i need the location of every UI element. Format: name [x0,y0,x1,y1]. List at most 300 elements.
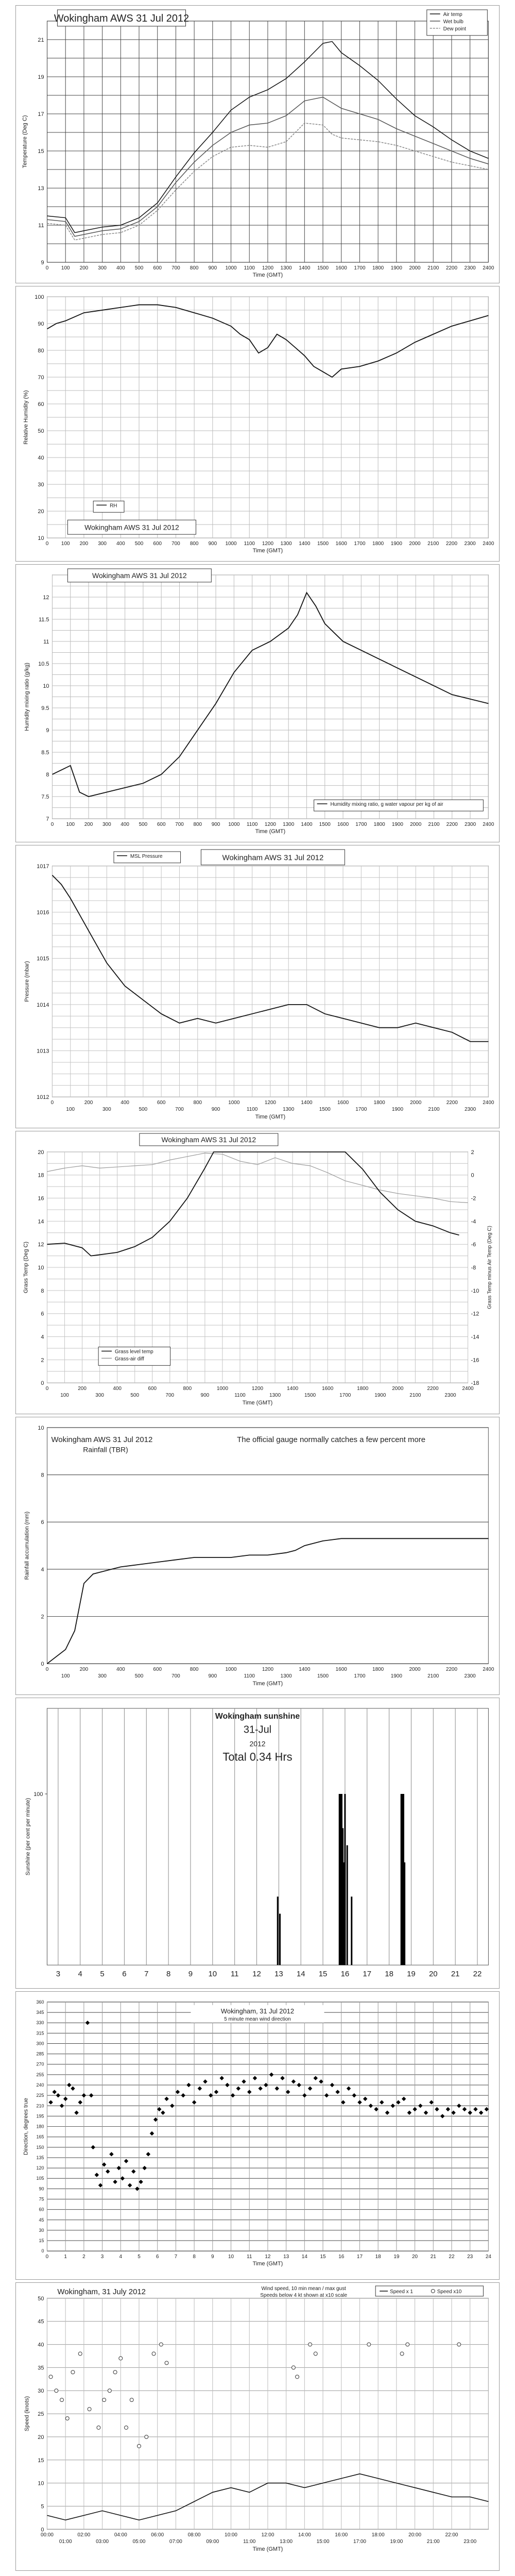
speed-x10-point [152,2352,156,2355]
chart-title: Wokingham, 31 July 2012 [57,2287,146,2296]
y-tick-label: 270 [36,2061,44,2067]
chart-note: Speeds below 4 kt shown at x10 scale [260,2292,348,2298]
x-tick-label: 1200 [262,265,274,272]
y-tick-label: 9.5 [41,705,49,712]
y-tick-label: 19 [38,74,44,80]
y-right-tick-label: -10 [471,1287,479,1294]
x-tick-label: 600 [148,1386,157,1392]
x-tick-label: 900 [200,1393,210,1399]
x-tick-label: 1300 [280,1673,292,1680]
y-axis-label: Temperature (Deg C) [22,115,28,168]
speed-x10-point [159,2343,163,2346]
x-tick-label: 6 [156,2254,159,2260]
speed-x10-point [314,2352,317,2355]
x-tick-label: 100 [66,822,75,828]
x-tick-label: 2100 [409,1393,421,1399]
x-tick-label: 13:00 [280,2539,293,2545]
legend-entry: Speed x 1 [390,2289,413,2295]
y-tick-label: 4 [41,1566,44,1573]
y-tick-label: 100 [33,1791,43,1798]
speed-x10-point [291,2366,295,2369]
x-tick-label: 20:00 [408,2532,422,2538]
x-tick-label: 19 [407,1970,416,1979]
y-tick-label: 18 [38,1172,44,1179]
x-tick-label: 22:00 [445,2532,458,2538]
x-tick-label: 1500 [317,1673,329,1680]
y-tick-label: 1012 [37,1094,49,1101]
y-tick-label: 10 [38,1425,44,1431]
x-tick-label: 200 [79,1667,89,1673]
x-tick-label: 2 [82,2254,85,2260]
y-tick-label: 210 [36,2103,44,2109]
x-tick-label: 17:00 [353,2539,366,2545]
legend-entry: Dew point [443,26,466,32]
chart-subtitle: 5 minute mean wind direction [224,2016,291,2022]
y-tick-label: 60 [39,2207,44,2212]
x-tick-label: 1400 [301,1100,313,1106]
y-tick-label: 11 [43,638,49,645]
x-tick-label: 300 [98,541,107,547]
speed-x10-point [108,2389,111,2393]
x-tick-label: 0 [50,1100,54,1106]
x-tick-label: 2000 [409,265,421,272]
y-tick-label: 4 [41,1334,44,1341]
y-right-tick-label: 0 [471,1172,474,1179]
x-tick-label: 400 [116,1667,125,1673]
legend-entry: Humidity mixing ratio, g water vapour per kg of air [330,802,443,808]
y-tick-label: 10 [38,2480,44,2487]
x-tick-label: 2000 [409,541,421,547]
x-tick-label: 1700 [354,1673,366,1680]
legend-entry: Speed x10 [437,2289,462,2295]
x-tick-label: 1500 [317,265,329,272]
wind-direction-chart-svg [16,1992,499,2279]
y-tick-label: 35 [38,2365,44,2371]
y-tick-label: 10 [38,1265,44,1272]
x-tick-label: 3 [56,1970,61,1979]
x-tick-label: 15 [320,2254,326,2260]
x-tick-label: 9 [211,2254,214,2260]
x-tick-label: 2100 [427,1673,439,1680]
x-tick-label: 10:00 [225,2532,237,2538]
y-tick-label: 0 [41,2527,44,2533]
sunshine-bar [347,1845,348,1965]
x-tick-label: 16:00 [335,2532,348,2538]
speed-x10-point [145,2435,148,2438]
y-tick-label: 2 [41,1614,44,1620]
speed-x10-point [113,2370,117,2374]
x-tick-label: 2200 [445,265,458,272]
speed-x10-point [102,2398,106,2402]
y-tick-label: 9 [41,260,44,266]
chart-mixing-ratio [15,564,500,842]
x-tick-label: 1200 [262,541,274,547]
x-tick-label: 05:00 [132,2539,146,2545]
x-tick-label: 1600 [335,265,347,272]
x-tick-label: 2300 [464,541,476,547]
x-tick-label: 23 [467,2254,473,2260]
x-tick-label: 2300 [464,1107,476,1113]
x-tick-label: 1400 [287,1386,299,1392]
x-tick-label: 1300 [283,822,295,828]
x-tick-label: 300 [98,265,107,272]
x-tick-label: 1700 [355,822,367,828]
legend-box [93,501,124,512]
y-tick-label: 300 [36,2041,44,2046]
x-tick-label: 23:00 [464,2539,477,2545]
y-tick-label: 25 [38,2411,44,2418]
y-tick-label: 6 [41,1311,44,1317]
x-tick-label: 19:00 [390,2539,403,2545]
y-tick-label: 1013 [37,1048,49,1055]
chart-temperature [15,5,500,283]
speed-x10-point [60,2398,64,2402]
y-tick-label: 20 [38,509,44,515]
x-tick-label: 700 [175,1107,184,1113]
chart-wind-speed [15,2282,500,2571]
x-tick-label: 2400 [483,1667,494,1673]
x-tick-label: 1800 [372,265,384,272]
x-tick-label: 1000 [225,541,237,547]
x-axis-label: Time (GMT) [252,548,283,554]
x-tick-label: 1800 [357,1386,369,1392]
x-tick-label: 300 [95,1393,104,1399]
x-tick-label: 2300 [464,1673,476,1680]
speed-x10-point [296,2375,299,2379]
speed-x10-point [406,2343,409,2346]
x-tick-label: 2400 [483,1100,494,1106]
x-tick-label: 2400 [462,1386,474,1392]
y-right-tick-label: -16 [471,1357,479,1364]
y-tick-label: 330 [36,2020,44,2026]
speed-x10-point [88,2408,91,2411]
legend-entry: Wet bulb [443,19,464,25]
x-tick-label: 200 [78,1386,87,1392]
x-tick-label: 200 [84,1100,93,1106]
x-tick-label: 0 [45,1667,49,1673]
legend-entry: Air temp [443,11,462,18]
x-tick-label: 1400 [301,822,313,828]
y-tick-label: 90 [39,2186,44,2192]
y-tick-label: 150 [36,2144,44,2150]
x-tick-label: 20 [412,2254,418,2260]
chart-subtitle: 31-Jul [243,1724,272,1736]
x-tick-label: 1400 [299,1667,311,1673]
y-tick-label: 40 [38,2342,44,2348]
y-axis-label: Grass Temp (Deg C) [23,1241,29,1294]
speed-x10-point [78,2352,82,2355]
y-tick-label: 15 [38,2457,44,2464]
x-tick-label: 1300 [283,1107,295,1113]
x-tick-label: 800 [193,822,202,828]
x-tick-label: 13 [274,1970,283,1979]
speed-x10-point [71,2370,75,2374]
x-tick-label: 1600 [335,1667,347,1673]
x-tick-label: 700 [165,1393,175,1399]
y-tick-label: 285 [36,2051,44,2057]
chart-pressure [15,845,500,1128]
y-tick-label: 7 [46,816,49,823]
y-right-tick-label: -2 [471,1195,476,1202]
speed-x10-point [367,2343,371,2346]
x-tick-label: 200 [79,265,89,272]
y-tick-label: 225 [36,2093,44,2098]
x-tick-label: 2400 [483,541,494,547]
chart-title: Wokingham AWS 31 Jul 2012 [222,853,324,862]
chart-humidity [15,286,500,562]
x-tick-label: 00:00 [41,2532,54,2538]
x-tick-label: 14:00 [298,2532,311,2538]
x-tick-label: 9 [188,1970,193,1979]
x-tick-label: 1100 [244,541,255,547]
y-tick-label: 135 [36,2155,44,2160]
y-tick-label: 45 [39,2217,44,2223]
x-tick-label: 2200 [445,1667,458,1673]
y-tick-label: 50 [38,428,44,435]
y-right-tick-label: 2 [471,1149,474,1156]
y-tick-label: 90 [38,320,44,327]
sunshine-bar [351,1896,352,1965]
y-tick-label: 11 [38,223,44,229]
x-tick-label: 2100 [427,265,439,272]
y-axis-label: Direction, degrees true [23,2098,29,2155]
x-tick-label: 600 [157,822,166,828]
temperature-chart-svg [16,6,499,283]
x-tick-label: 1900 [391,822,403,828]
sunshine-bar [344,1794,346,1965]
x-axis-label: Time (GMT) [252,1681,283,1687]
x-tick-label: 1800 [372,1667,384,1673]
x-tick-label: 5 [138,2254,141,2260]
chart-title: Wokingham sunshine [215,1711,300,1721]
x-tick-label: 1900 [391,1107,404,1113]
x-tick-label: 800 [190,265,199,272]
x-tick-label: 8 [193,2254,196,2260]
y-axis-label: Relative Humidity (%) [23,390,29,445]
y-tick-label: 195 [36,2113,44,2119]
y-tick-label: 7.5 [41,794,49,801]
x-tick-label: 1900 [390,1673,402,1680]
x-tick-label: 1000 [225,265,237,272]
x-axis-label: Time (GMT) [255,828,286,835]
x-tick-label: 2400 [483,265,494,272]
y-right-tick-label: -6 [471,1242,476,1248]
x-tick-label: 6 [122,1970,127,1979]
y-tick-label: 50 [38,2295,44,2302]
y-tick-label: 180 [36,2124,44,2129]
x-tick-label: 1200 [264,1100,276,1106]
rainfall-chart-svg [16,1417,499,1694]
speed-x10-point [138,2444,141,2448]
y-right-tick-label: -12 [471,1311,479,1317]
y-tick-label: 8 [41,1287,44,1294]
x-tick-label: 600 [153,541,162,547]
x-tick-label: 1000 [216,1386,228,1392]
y-right-tick-label: -14 [471,1334,479,1341]
chart-rainfall [15,1417,500,1695]
x-tick-label: 1500 [319,1107,331,1113]
y-tick-label: 80 [38,347,44,354]
x-tick-label: 01:00 [59,2539,72,2545]
x-tick-label: 1700 [354,265,366,272]
x-tick-label: 0 [45,1386,49,1392]
y-axis-label: Speed (knots) [24,2396,30,2432]
y-tick-label: 5 [41,2503,44,2510]
x-tick-label: 06:00 [151,2532,164,2538]
x-tick-label: 0 [45,2254,49,2260]
x-tick-label: 10 [228,2254,234,2260]
x-tick-label: 12 [252,1970,261,1979]
x-tick-label: 11 [230,1970,239,1979]
x-tick-label: 7 [144,1970,149,1979]
y-tick-label: 75 [39,2196,44,2202]
x-tick-label: 300 [102,1107,111,1113]
x-tick-label: 1500 [319,822,331,828]
x-tick-label: 1700 [355,1107,367,1113]
x-tick-label: 2300 [444,1393,456,1399]
speed-x10-point [55,2389,58,2393]
x-tick-label: 800 [190,541,199,547]
legend-entry: RH [110,503,117,509]
y-tick-label: 30 [38,2388,44,2395]
x-tick-label: 700 [171,265,180,272]
y-tick-label: 13 [38,185,44,192]
x-tick-label: 300 [102,822,111,828]
chart-title: Wokingham AWS 31 Jul 2012 [54,13,190,25]
y-right-tick-label: -8 [471,1265,476,1272]
x-tick-label: 400 [121,1100,129,1106]
x-tick-label: 15:00 [316,2539,330,2545]
x-tick-label: 700 [171,541,180,547]
x-tick-label: 17 [363,1970,372,1979]
x-tick-label: 18 [385,1970,393,1979]
year-label: 2012 [249,1739,266,1748]
x-tick-label: 900 [211,822,220,828]
y-tick-label: 255 [36,2072,44,2077]
y-tick-label: 8 [46,772,49,778]
total-label: Total 0.34 Hrs [222,1750,293,1764]
x-tick-label: 0 [45,541,49,547]
y-tick-label: 30 [38,482,44,488]
x-tick-label: 100 [66,1107,75,1113]
x-tick-label: 1000 [228,1100,240,1106]
x-tick-label: 900 [208,541,217,547]
y-tick-label: 0 [41,2248,44,2254]
x-tick-label: 8 [166,1970,171,1979]
y-tick-label: 70 [38,374,44,381]
x-tick-label: 2300 [464,265,476,272]
x-tick-label: 400 [121,822,129,828]
x-axis-label: Time (GMT) [255,1114,286,1121]
x-tick-label: 100 [61,1673,70,1680]
x-tick-label: 12 [265,2254,271,2260]
y-axis-label: Pressure (mbar) [24,961,30,1002]
sunshine-bar [404,1862,405,1965]
x-tick-label: 4 [78,1970,82,1979]
x-tick-label: 1600 [337,822,349,828]
x-tick-label: 2200 [427,1386,439,1392]
x-tick-label: 1100 [244,265,255,272]
x-tick-label: 1600 [335,541,347,547]
x-tick-label: 5 [100,1970,105,1979]
x-tick-label: 2000 [392,1386,404,1392]
x-tick-label: 2000 [410,1100,422,1106]
legend-entry: MSL Pressure [130,853,163,859]
chart-subtitle: Rainfall (TBR) [83,1445,128,1454]
y-tick-label: 1017 [37,863,49,870]
x-tick-label: 15 [318,1970,328,1979]
y-tick-label: 360 [36,1999,44,2005]
speed-x10-point [130,2398,133,2402]
x-tick-label: 100 [61,541,70,547]
x-tick-label: 19 [393,2254,400,2260]
y-axis-label: Rainfall accumulation (mm) [24,1511,30,1580]
wind-speed-chart-svg [16,2283,499,2570]
x-tick-label: 1400 [299,265,311,272]
x-tick-label: 600 [157,1100,166,1106]
chart-title: Wokingham AWS 31 Jul 2012 [84,523,179,532]
y-tick-label: 20 [38,1149,44,1156]
y-tick-label: 60 [38,401,44,408]
x-tick-label: 1700 [339,1393,351,1399]
x-tick-label: 2000 [409,1667,421,1673]
y-tick-label: 12 [43,594,49,601]
x-axis-label: Time (GMT) [242,1400,273,1406]
x-tick-label: 2200 [446,1100,458,1106]
x-tick-label: 3 [100,2254,104,2260]
x-tick-label: 17 [356,2254,363,2260]
x-tick-label: 700 [171,1673,180,1680]
x-tick-label: 04:00 [114,2532,127,2538]
x-tick-label: 500 [139,822,148,828]
y-tick-label: 45 [38,2318,44,2325]
x-tick-label: 800 [183,1386,192,1392]
chart-grass-temp [15,1131,500,1414]
y-tick-label: 40 [38,455,44,462]
x-tick-label: 0 [45,265,49,272]
y-tick-label: 21 [38,37,44,43]
mixing-ratio-chart-svg [16,565,499,842]
x-tick-label: 2300 [464,822,476,828]
humidity-chart-svg [16,286,499,561]
y-tick-label: 11.5 [39,616,49,623]
x-tick-label: 1500 [304,1393,316,1399]
x-tick-label: 1700 [354,541,366,547]
y-tick-label: 345 [36,2010,44,2015]
x-tick-label: 03:00 [96,2539,109,2545]
x-tick-label: 20 [428,1970,438,1979]
x-axis-label: Time (GMT) [252,2546,283,2553]
x-tick-label: 7 [174,2254,178,2260]
speed-x10-point [165,2361,168,2365]
x-tick-label: 14 [296,1970,305,1979]
x-tick-label: 16 [340,1970,350,1979]
y-tick-label: 10.5 [38,660,49,667]
x-tick-label: 500 [130,1393,140,1399]
y-tick-label: 2 [41,1357,44,1364]
x-tick-label: 1100 [246,1107,258,1113]
x-tick-label: 600 [153,265,162,272]
sunshine-bar [279,1914,281,1965]
x-tick-label: 800 [193,1100,202,1106]
y-tick-label: 0 [41,1661,44,1668]
x-tick-label: 300 [98,1673,107,1680]
x-tick-label: 1800 [373,1100,385,1106]
x-tick-label: 12:00 [261,2532,274,2538]
chart-title: Wokingham AWS 31 Jul 2012 [92,571,187,580]
y-tick-label: 315 [36,2030,44,2036]
y-tick-label: 1015 [37,956,49,962]
